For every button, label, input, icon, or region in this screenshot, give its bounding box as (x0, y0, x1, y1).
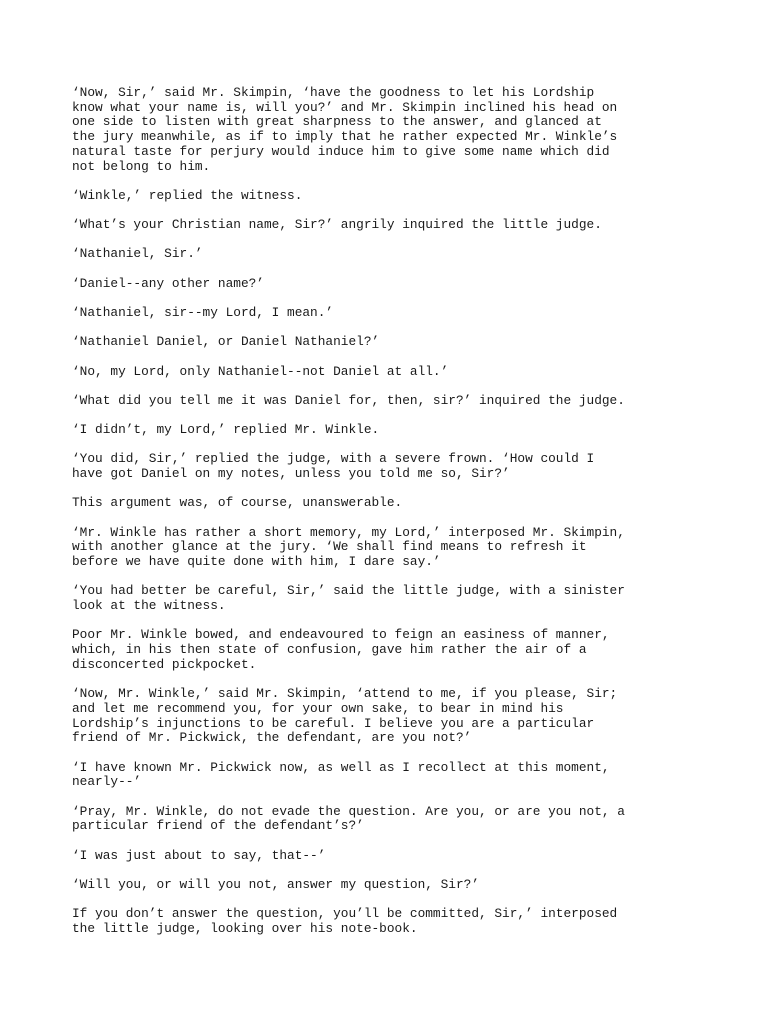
paragraph: ‘I have known Mr. Pickwick now, as well as I recollect at this moment, nearly--’ (72, 759, 610, 790)
paragraph: ‘Winkle,’ replied the witness. (72, 187, 303, 203)
document-page (72, 86, 692, 951)
paragraph: ‘Now, Sir,’ said Mr. Skimpin, ‘have the goodness to let his Lordship know what your name is, will you?’ and Mr. Skimpin inclined his head on one side to listen with great sharpness to the answer, and glanced at the jury meanwhile, as if to imply that he rather expected Mr. Winkle’s natural taste for perjury would induce him to give some name which did not belong to him. (72, 85, 618, 174)
paragraph: If you don’t answer the question, you’ll be committed, Sir,’ interposed the little judge, looking over his note-book. (72, 906, 618, 936)
paragraph: ‘Nathaniel Daniel, or Daniel Nathaniel?’ (72, 334, 380, 350)
paragraph: Poor Mr. Winkle bowed, and endeavoured to feign an easiness of manner, which, in his then state of confusion, gave him rather the air of a disconcerted pickpocket. (72, 627, 610, 672)
paragraph: ‘Pray, Mr. Winkle, do not evade the question. Are you, or are you not, a particular friend of the defendant’s?’ (72, 803, 625, 834)
paragraph: ‘Mr. Winkle has rather a short memory, my Lord,’ interposed Mr. Skimpin, with another glance at the jury. ‘We shall find means to refresh it before we have quite done with him, I dare say.’ (72, 524, 625, 570)
paragraph: ‘Nathaniel, sir--my Lord, I mean.’ (72, 305, 334, 320)
paragraph: ‘Now, Mr. Winkle,’ said Mr. Skimpin, ‘attend to me, if you please, Sir; and let me recommend you, for your own sake, to bear in mind his Lordship’s injunctions to be careful. I believe you are a particular friend of Mr. Pickwick, the defendant, are you not?’ (72, 686, 618, 746)
paragraph: ‘You did, Sir,’ replied the judge, with a severe frown. ‘How could I have got Daniel on my notes, unless you told me so, Sir?’ (72, 451, 595, 482)
paragraph: ‘I was just about to say, that--’ (72, 847, 326, 863)
paragraph: ‘No, my Lord, only Nathaniel--not Daniel at all.’ (72, 363, 449, 379)
paragraph: This argument was, of course, unanswerable. (72, 495, 403, 511)
paragraph: ‘I didn’t, my Lord,’ replied Mr. Winkle. (72, 422, 380, 438)
paragraph: ‘You had better be careful, Sir,’ said the little judge, with a sinister look at the witness. (72, 583, 625, 614)
paragraph: ‘What’s your Christian name, Sir?’ angrily inquired the little judge. (72, 217, 602, 233)
paragraph: ‘What did you tell me it was Daniel for, then, sir?’ inquired the judge. (72, 392, 625, 408)
paragraph: ‘Nathaniel, Sir.’ (72, 246, 203, 262)
paragraph: ‘Will you, or will you not, answer my question, Sir?’ (72, 876, 480, 892)
paragraph: ‘Daniel--any other name?’ (72, 275, 264, 291)
